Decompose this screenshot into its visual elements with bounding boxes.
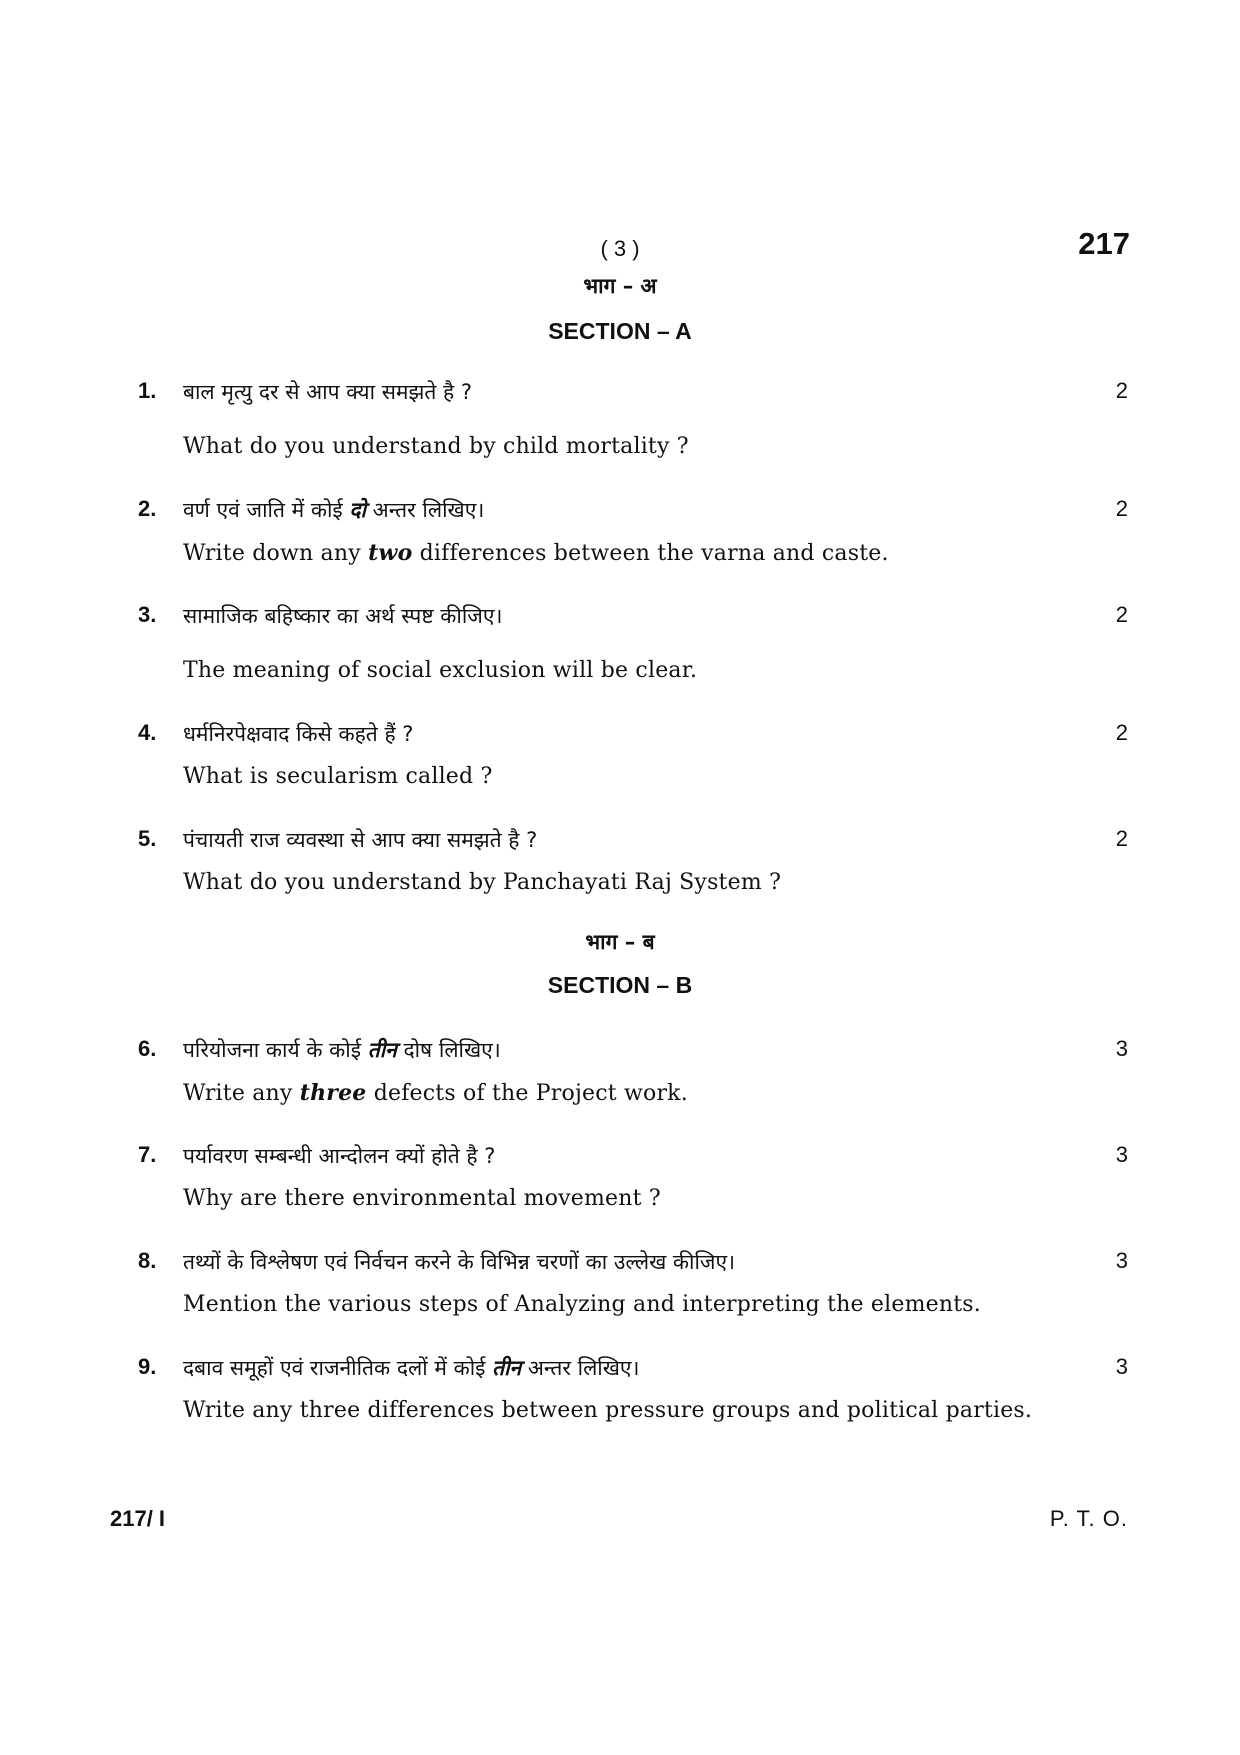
question-2: [0, 496, 1240, 566]
footer-paper-code: 217/ I: [110, 1506, 166, 1531]
question-text-english: Mention the various steps of Analyzing and interpreting the elements.: [183, 1292, 981, 1317]
section-b-title-hindi: भाग – ब: [585, 930, 655, 954]
question-marks: 2: [1115, 826, 1128, 851]
question-text-english: What is secularism called ?: [183, 764, 493, 789]
question-text-hindi: बाल मृत्यु दर से आप क्या समझते है ?: [183, 380, 472, 404]
page-number: ( 3 ): [600, 236, 640, 261]
question-3: [0, 602, 1240, 683]
question-marks: 3: [1115, 1248, 1128, 1273]
question-4: [0, 720, 1240, 789]
question-text-hindi: दबाव समूहों एवं राजनीतिक दलों में कोई तीन अन्तर लिखिए।: [183, 1356, 640, 1380]
question-marks: 2: [1115, 496, 1128, 521]
question-text-hindi: पंचायती राज व्यवस्था से आप क्या समझते है ?: [183, 828, 538, 852]
section-a-title: SECTION – A: [548, 318, 692, 344]
emphasis-text: three: [299, 1080, 367, 1106]
question-number: 6.: [138, 1036, 157, 1061]
question-text-hindi: धर्मनिरपेक्षवाद किसे कहते हैं ?: [183, 722, 414, 746]
question-marks: 3: [1115, 1354, 1128, 1379]
section-b-title: SECTION – B: [547, 972, 693, 998]
question-text-english: What do you understand by child mortality ?: [183, 434, 689, 459]
question-text-hindi: परियोजना कार्य के कोई तीन दोष लिखिए।: [183, 1038, 501, 1062]
question-text-english: Write any three defects of the Project work.: [183, 1080, 688, 1106]
question-text-hindi: वर्ण एवं जाति में कोई दो अन्तर लिखिए।: [183, 498, 485, 522]
question-5: [0, 826, 1240, 895]
question-marks: 2: [1115, 378, 1128, 403]
question-text-english: The meaning of social exclusion will be clear.: [183, 658, 698, 683]
question-marks: 2: [1115, 602, 1128, 627]
question-number: 4.: [138, 720, 157, 745]
question-number: 1.: [138, 378, 157, 403]
question-number: 5.: [138, 826, 157, 851]
emphasis-text: two: [368, 540, 413, 566]
footer-pto: P. T. O.: [1049, 1506, 1128, 1531]
question-number: 7.: [138, 1142, 157, 1167]
question-number: 9.: [138, 1354, 157, 1379]
question-8: [0, 1248, 1240, 1317]
question-6: [0, 1036, 1240, 1106]
question-marks: 3: [1115, 1142, 1128, 1167]
emphasis-text: तीन: [367, 1038, 397, 1062]
question-marks: 3: [1115, 1036, 1128, 1061]
section-a-title-hindi: भाग – अ: [583, 274, 657, 298]
question-text-hindi: सामाजिक बहिष्कार का अर्थ स्पष्ट कीजिए।: [183, 604, 503, 628]
question-text-english: What do you understand by Panchayati Raj System ?: [183, 870, 782, 895]
question-text-hindi: पर्यावरण सम्बन्धी आन्दोलन क्यों होते है ?: [183, 1144, 496, 1168]
question-7: [0, 1142, 1240, 1211]
question-marks: 2: [1115, 720, 1128, 745]
question-1: [0, 378, 1240, 459]
question-number: 8.: [138, 1248, 157, 1273]
question-number: 3.: [138, 602, 157, 627]
question-text-english: Write any three differences between pressure groups and political parties.: [183, 1398, 1033, 1423]
question-9: [0, 1354, 1240, 1423]
emphasis-text: दो: [349, 498, 366, 522]
question-text-hindi: तथ्यों के विश्लेषण एवं निर्वचन करने के विभिन्न चरणों का उल्लेख कीजिए।: [183, 1250, 736, 1274]
question-text-english: Write down any two differences between the varna and caste.: [183, 540, 889, 566]
emphasis-text: तीन: [492, 1356, 522, 1380]
question-number: 2.: [138, 496, 157, 521]
paper-code: 217: [1078, 226, 1130, 261]
question-text-english: Why are there environmental movement ?: [183, 1186, 661, 1211]
